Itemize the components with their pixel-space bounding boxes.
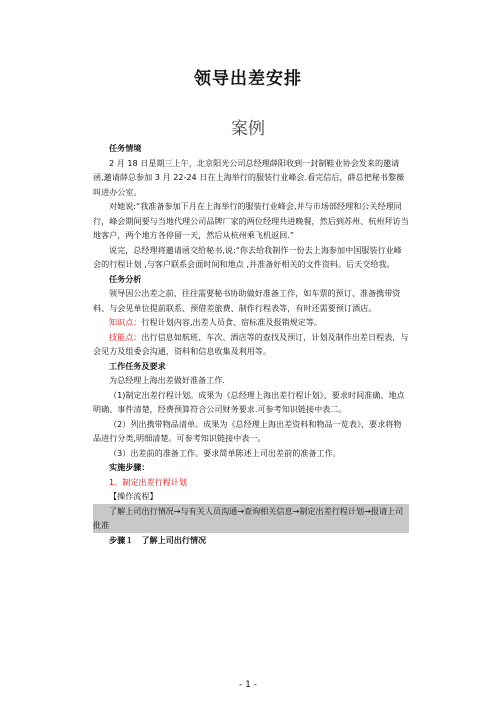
task-analysis-p1: 领导因公出差之前，往往需要秘书协助做好准备工作，如车票的预订、准备携带资料、与会见单位提前联系、预借差旅费、制作行程表等，有时还需要预订酒店。: [93, 288, 401, 313]
task-situation-p3: 说完，总经理将邀请函交给秘书,说:“你去给我制作一份去上海参加中国服装行业峰会的行程计划 ,与客户联系会面时间和地点 ,并准备好相关的文件资料。后天交给我。: [93, 244, 402, 269]
document-subtitle: 案例: [231, 119, 265, 139]
flow-label: 【操作流程】: [109, 491, 158, 501]
document-title: 领导出差安排: [194, 69, 302, 89]
page-number: - 1 -: [239, 680, 257, 690]
document-body: [93, 141, 409, 547]
work-task-item-2: （2）列出携带物品清单。成果为《总经理上海出差资料和物品一览表》，要求将物品进行分类,明细清楚。可参考知识链接中表一。: [93, 418, 402, 443]
flow-text: 了解上司出行情况→与有关人员沟通→查询相关信息→制定出差行程计划→报请上司批准: [93, 504, 409, 533]
task-situation-p1: 2 月 18 日星期三上午，北京阳光公司总经理薛阳收到一封制鞋业协会发来的邀请函,邀请薛总参加 3 月 22-24 日在上海举行的服装行业峰会.看完信后，薛总把秘书黎薇叫进办公室。: [93, 157, 405, 197]
work-task-item-3: （3）出差前的准备工作。要求简单陈述上司出差前的准备工作。: [109, 447, 341, 458]
task-situation-p2: 对她说:“我准备参加下月在上海举行的服装行业峰会,并与市场部经理和公关经理同行，峰会期间要与当地代理公司品牌厂家的两位经理共进晚餐，然后到苏州、杭州拜访当地客户，两个地方各停留一天，然后从杭州乘飞机返回.”: [93, 201, 409, 240]
work-tasks-heading: 工作任务及要求: [109, 360, 166, 371]
skill-label: 技能点：: [109, 331, 142, 342]
knowledge-label: 知识点：: [109, 317, 142, 327]
task-analysis-heading: 任务分析: [109, 273, 142, 284]
work-tasks-intro: 为总经理上海出差做好准备工作.: [109, 375, 225, 385]
task-situation-heading: 任务情境: [109, 143, 142, 153]
steps-heading: 实施步骤：: [109, 462, 150, 472]
skill-points: [93, 330, 409, 359]
knowledge-text: 行程计划内容,出差人员食、宿标准及报销规定等。: [141, 317, 323, 327]
step1-subheading: 步骤１ 了解上司出行情况: [109, 534, 207, 545]
skill-text: 出行信息如航班、车次、酒店等的查找及预订，计划及制作出差日程表，与会见方及组委会沟通，资料和信息收集及利用等。: [93, 331, 409, 356]
work-task-item-1: （1)制定出差行程计划。成果为《总经理上海出差行程计划》，要求时间准确、地点明确、事件清楚，经费预算符合公司财务要求.可参考知识链接中表二。: [93, 389, 405, 414]
knowledge-points: [93, 315, 409, 330]
step1-title: 1。制定出差行程计划: [109, 476, 187, 487]
